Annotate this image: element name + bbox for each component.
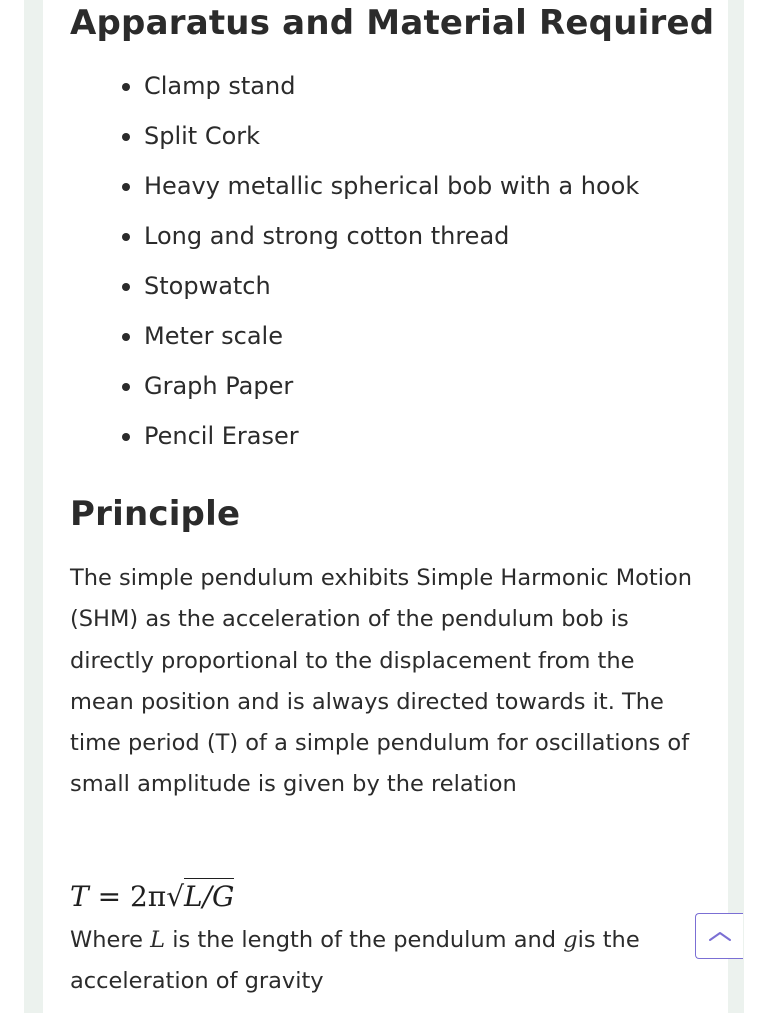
list-item <box>144 164 639 208</box>
bullet-icon <box>122 233 130 241</box>
list-item <box>144 314 283 358</box>
bullet-icon <box>122 83 130 91</box>
principle-heading: Principle <box>70 494 241 534</box>
bullet-icon <box>122 183 130 191</box>
period-formula <box>70 878 234 913</box>
note-text-middle: is the length of the pendulum and <box>165 927 564 953</box>
principle-paragraph: The simple pendulum exhibits Simple Harmonic Motion (SHM) as the acceleration of the pendulum bob is directly proportional to the displacement from the mean position and is always directed towards it. The time period (T) of a simple pendulum for oscillations of small amplitude is given by the relation <box>70 565 692 798</box>
note-g-symbol: g <box>563 927 578 953</box>
chevron-up-icon <box>707 929 733 943</box>
list-item-label: Graph Paper <box>144 372 294 400</box>
list-item-label: Split Cork <box>144 122 261 150</box>
list-item-label: Stopwatch <box>144 272 271 300</box>
list-item <box>144 364 293 408</box>
list-item-label: Heavy metallic spherical bob with a hook <box>144 172 640 200</box>
list-item <box>144 214 509 258</box>
bullet-icon <box>122 133 130 141</box>
bullet-icon <box>122 333 130 341</box>
formula-lhs: T <box>70 880 89 913</box>
note-text-end: is the acceleration of gravity <box>70 927 640 995</box>
bottom-strip <box>0 1013 768 1024</box>
note-text-start: Where <box>70 927 151 953</box>
formula-radicand-text: L/G <box>184 880 235 913</box>
formula-radical-sign: √ <box>166 880 185 913</box>
page-side-margin-left <box>24 0 43 1013</box>
bullet-icon <box>122 383 130 391</box>
formula-note <box>70 920 680 1003</box>
page-side-margin-right <box>728 0 744 1013</box>
formula-equals: = <box>97 880 122 913</box>
bullet-icon <box>122 433 130 441</box>
bullet-icon <box>122 283 130 291</box>
list-item-label: Clamp stand <box>144 72 296 100</box>
article-content <box>43 0 728 1013</box>
list-item-label: Meter scale <box>144 322 283 350</box>
list-item-label: Pencil Eraser <box>144 422 299 450</box>
back-to-top-button[interactable] <box>695 913 743 959</box>
formula-coefficient: 2π <box>129 880 167 913</box>
list-item <box>144 114 260 158</box>
formula-radicand <box>184 878 234 913</box>
list-item <box>144 414 299 458</box>
list-item-label: Long and strong cotton thread <box>144 222 510 250</box>
list-item <box>144 264 271 308</box>
list-item <box>144 64 295 108</box>
apparatus-heading: Apparatus and Material Required <box>70 3 715 43</box>
note-l-symbol: L <box>150 927 166 953</box>
